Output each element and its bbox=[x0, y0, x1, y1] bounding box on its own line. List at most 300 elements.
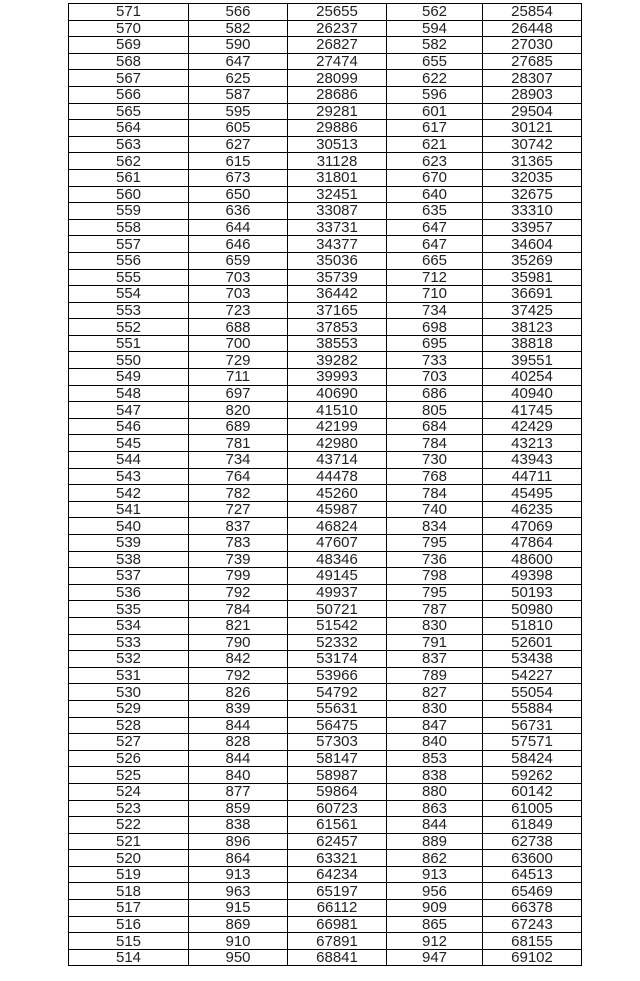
score-cell: 519 bbox=[69, 866, 189, 883]
score-cell: 540 bbox=[69, 518, 189, 535]
cumulative-b-cell: 44711 bbox=[483, 468, 582, 485]
count-b-cell: 834 bbox=[387, 518, 483, 535]
count-b-cell: 670 bbox=[387, 169, 483, 186]
count-b-cell: 889 bbox=[387, 833, 483, 850]
table-row bbox=[69, 817, 582, 834]
count-a-cell: 869 bbox=[189, 916, 288, 933]
score-cell: 536 bbox=[69, 584, 189, 601]
cumulative-a-cell: 35036 bbox=[288, 252, 387, 269]
score-cell: 561 bbox=[69, 169, 189, 186]
score-cell: 559 bbox=[69, 203, 189, 220]
cumulative-b-cell: 60142 bbox=[483, 783, 582, 800]
count-a-cell: 963 bbox=[189, 883, 288, 900]
cumulative-a-cell: 29886 bbox=[288, 120, 387, 137]
score-cell: 557 bbox=[69, 236, 189, 253]
table-row bbox=[69, 418, 582, 435]
count-b-cell: 686 bbox=[387, 385, 483, 402]
count-b-cell: 838 bbox=[387, 767, 483, 784]
count-a-cell: 734 bbox=[189, 452, 288, 469]
score-cell: 538 bbox=[69, 551, 189, 568]
cumulative-b-cell: 56731 bbox=[483, 717, 582, 734]
count-b-cell: 640 bbox=[387, 186, 483, 203]
count-b-cell: 635 bbox=[387, 203, 483, 220]
cumulative-b-cell: 64513 bbox=[483, 866, 582, 883]
cumulative-b-cell: 37425 bbox=[483, 302, 582, 319]
table-row bbox=[69, 169, 582, 186]
count-a-cell: 950 bbox=[189, 949, 288, 966]
table-row bbox=[69, 485, 582, 502]
table-row bbox=[69, 734, 582, 751]
count-a-cell: 837 bbox=[189, 518, 288, 535]
count-b-cell: 594 bbox=[387, 20, 483, 37]
score-cell: 516 bbox=[69, 916, 189, 933]
cumulative-b-cell: 38818 bbox=[483, 335, 582, 352]
cumulative-b-cell: 33957 bbox=[483, 219, 582, 236]
table-row bbox=[69, 634, 582, 651]
count-a-cell: 783 bbox=[189, 535, 288, 552]
score-cell: 558 bbox=[69, 219, 189, 236]
cumulative-b-cell: 30742 bbox=[483, 136, 582, 153]
cumulative-a-cell: 46824 bbox=[288, 518, 387, 535]
cumulative-b-cell: 59262 bbox=[483, 767, 582, 784]
cumulative-a-cell: 57303 bbox=[288, 734, 387, 751]
table-row bbox=[69, 319, 582, 336]
cumulative-b-cell: 29504 bbox=[483, 103, 582, 120]
count-b-cell: 862 bbox=[387, 850, 483, 867]
cumulative-b-cell: 52601 bbox=[483, 634, 582, 651]
cumulative-a-cell: 42980 bbox=[288, 435, 387, 452]
cumulative-a-cell: 48346 bbox=[288, 551, 387, 568]
score-table-body bbox=[69, 4, 582, 966]
count-a-cell: 650 bbox=[189, 186, 288, 203]
count-a-cell: 646 bbox=[189, 236, 288, 253]
count-a-cell: 842 bbox=[189, 651, 288, 668]
score-cell: 543 bbox=[69, 468, 189, 485]
table-row bbox=[69, 667, 582, 684]
cumulative-a-cell: 26237 bbox=[288, 20, 387, 37]
count-b-cell: 805 bbox=[387, 402, 483, 419]
score-cell: 524 bbox=[69, 783, 189, 800]
count-a-cell: 826 bbox=[189, 684, 288, 701]
cumulative-a-cell: 28686 bbox=[288, 86, 387, 103]
count-a-cell: 864 bbox=[189, 850, 288, 867]
score-cell: 539 bbox=[69, 535, 189, 552]
cumulative-a-cell: 58147 bbox=[288, 750, 387, 767]
score-cell: 568 bbox=[69, 53, 189, 70]
cumulative-a-cell: 49937 bbox=[288, 584, 387, 601]
score-cell: 566 bbox=[69, 86, 189, 103]
cumulative-a-cell: 37853 bbox=[288, 319, 387, 336]
cumulative-a-cell: 39282 bbox=[288, 352, 387, 369]
count-a-cell: 839 bbox=[189, 700, 288, 717]
count-a-cell: 590 bbox=[189, 37, 288, 54]
cumulative-b-cell: 65469 bbox=[483, 883, 582, 900]
cumulative-a-cell: 33087 bbox=[288, 203, 387, 220]
table-row bbox=[69, 700, 582, 717]
cumulative-b-cell: 27685 bbox=[483, 53, 582, 70]
count-a-cell: 781 bbox=[189, 435, 288, 452]
cumulative-b-cell: 47069 bbox=[483, 518, 582, 535]
cumulative-a-cell: 53174 bbox=[288, 651, 387, 668]
cumulative-b-cell: 33310 bbox=[483, 203, 582, 220]
count-b-cell: 784 bbox=[387, 485, 483, 502]
cumulative-a-cell: 44478 bbox=[288, 468, 387, 485]
count-a-cell: 792 bbox=[189, 667, 288, 684]
table-row bbox=[69, 684, 582, 701]
score-cell: 517 bbox=[69, 900, 189, 917]
count-b-cell: 947 bbox=[387, 949, 483, 966]
cumulative-b-cell: 47864 bbox=[483, 535, 582, 552]
table-row bbox=[69, 120, 582, 137]
count-a-cell: 764 bbox=[189, 468, 288, 485]
score-cell: 532 bbox=[69, 651, 189, 668]
cumulative-b-cell: 45495 bbox=[483, 485, 582, 502]
cumulative-a-cell: 45987 bbox=[288, 501, 387, 518]
cumulative-a-cell: 62457 bbox=[288, 833, 387, 850]
score-cell: 522 bbox=[69, 817, 189, 834]
table-row bbox=[69, 651, 582, 668]
count-b-cell: 617 bbox=[387, 120, 483, 137]
count-a-cell: 838 bbox=[189, 817, 288, 834]
count-b-cell: 798 bbox=[387, 568, 483, 585]
count-b-cell: 710 bbox=[387, 286, 483, 303]
cumulative-b-cell: 49398 bbox=[483, 568, 582, 585]
score-cell: 563 bbox=[69, 136, 189, 153]
count-a-cell: 697 bbox=[189, 385, 288, 402]
count-b-cell: 622 bbox=[387, 70, 483, 87]
count-a-cell: 703 bbox=[189, 286, 288, 303]
cumulative-b-cell: 48600 bbox=[483, 551, 582, 568]
table-row bbox=[69, 20, 582, 37]
cumulative-a-cell: 30513 bbox=[288, 136, 387, 153]
count-a-cell: 790 bbox=[189, 634, 288, 651]
cumulative-a-cell: 52332 bbox=[288, 634, 387, 651]
count-a-cell: 689 bbox=[189, 418, 288, 435]
cumulative-a-cell: 37165 bbox=[288, 302, 387, 319]
count-a-cell: 688 bbox=[189, 319, 288, 336]
count-a-cell: 859 bbox=[189, 800, 288, 817]
count-a-cell: 587 bbox=[189, 86, 288, 103]
count-a-cell: 915 bbox=[189, 900, 288, 917]
table-row bbox=[69, 850, 582, 867]
score-cell: 515 bbox=[69, 933, 189, 950]
score-cell: 554 bbox=[69, 286, 189, 303]
score-cell: 565 bbox=[69, 103, 189, 120]
count-a-cell: 792 bbox=[189, 584, 288, 601]
cumulative-b-cell: 35269 bbox=[483, 252, 582, 269]
table-row bbox=[69, 933, 582, 950]
score-cell: 527 bbox=[69, 734, 189, 751]
count-b-cell: 647 bbox=[387, 219, 483, 236]
score-cell: 548 bbox=[69, 385, 189, 402]
count-a-cell: 615 bbox=[189, 153, 288, 170]
table-row bbox=[69, 800, 582, 817]
cumulative-b-cell: 40254 bbox=[483, 369, 582, 386]
cumulative-a-cell: 65197 bbox=[288, 883, 387, 900]
cumulative-a-cell: 39993 bbox=[288, 369, 387, 386]
count-a-cell: 644 bbox=[189, 219, 288, 236]
score-cell: 569 bbox=[69, 37, 189, 54]
count-b-cell: 784 bbox=[387, 435, 483, 452]
table-row bbox=[69, 186, 582, 203]
score-cell: 541 bbox=[69, 501, 189, 518]
cumulative-a-cell: 26827 bbox=[288, 37, 387, 54]
cumulative-a-cell: 64234 bbox=[288, 866, 387, 883]
score-cell: 552 bbox=[69, 319, 189, 336]
count-a-cell: 844 bbox=[189, 750, 288, 767]
cumulative-b-cell: 50193 bbox=[483, 584, 582, 601]
count-b-cell: 601 bbox=[387, 103, 483, 120]
table-row bbox=[69, 750, 582, 767]
cumulative-a-cell: 28099 bbox=[288, 70, 387, 87]
table-row bbox=[69, 219, 582, 236]
count-b-cell: 844 bbox=[387, 817, 483, 834]
count-a-cell: 828 bbox=[189, 734, 288, 751]
cumulative-a-cell: 53966 bbox=[288, 667, 387, 684]
table-row bbox=[69, 37, 582, 54]
cumulative-b-cell: 50980 bbox=[483, 601, 582, 618]
cumulative-a-cell: 43714 bbox=[288, 452, 387, 469]
table-row bbox=[69, 617, 582, 634]
count-b-cell: 562 bbox=[387, 4, 483, 21]
cumulative-a-cell: 27474 bbox=[288, 53, 387, 70]
count-b-cell: 863 bbox=[387, 800, 483, 817]
table-row bbox=[69, 385, 582, 402]
score-cell: 546 bbox=[69, 418, 189, 435]
score-cell: 533 bbox=[69, 634, 189, 651]
cumulative-b-cell: 40940 bbox=[483, 385, 582, 402]
cumulative-b-cell: 34604 bbox=[483, 236, 582, 253]
cumulative-a-cell: 32451 bbox=[288, 186, 387, 203]
cumulative-a-cell: 68841 bbox=[288, 949, 387, 966]
table-row bbox=[69, 352, 582, 369]
score-cell: 537 bbox=[69, 568, 189, 585]
score-cell: 560 bbox=[69, 186, 189, 203]
cumulative-b-cell: 42429 bbox=[483, 418, 582, 435]
score-cell: 528 bbox=[69, 717, 189, 734]
count-b-cell: 647 bbox=[387, 236, 483, 253]
score-cell: 535 bbox=[69, 601, 189, 618]
count-b-cell: 830 bbox=[387, 617, 483, 634]
count-b-cell: 621 bbox=[387, 136, 483, 153]
cumulative-a-cell: 38553 bbox=[288, 335, 387, 352]
table-row bbox=[69, 584, 582, 601]
table-row bbox=[69, 236, 582, 253]
count-b-cell: 787 bbox=[387, 601, 483, 618]
cumulative-b-cell: 41745 bbox=[483, 402, 582, 419]
cumulative-b-cell: 39551 bbox=[483, 352, 582, 369]
table-row bbox=[69, 435, 582, 452]
cumulative-a-cell: 40690 bbox=[288, 385, 387, 402]
score-cell: 549 bbox=[69, 369, 189, 386]
count-b-cell: 695 bbox=[387, 335, 483, 352]
table-row bbox=[69, 369, 582, 386]
cumulative-b-cell: 38123 bbox=[483, 319, 582, 336]
table-row bbox=[69, 883, 582, 900]
score-cell: 531 bbox=[69, 667, 189, 684]
table-row bbox=[69, 717, 582, 734]
cumulative-b-cell: 61849 bbox=[483, 817, 582, 834]
count-b-cell: 684 bbox=[387, 418, 483, 435]
count-a-cell: 821 bbox=[189, 617, 288, 634]
cumulative-a-cell: 67891 bbox=[288, 933, 387, 950]
count-a-cell: 913 bbox=[189, 866, 288, 883]
table-row bbox=[69, 468, 582, 485]
cumulative-a-cell: 25655 bbox=[288, 4, 387, 21]
cumulative-b-cell: 27030 bbox=[483, 37, 582, 54]
count-b-cell: 913 bbox=[387, 866, 483, 883]
count-a-cell: 673 bbox=[189, 169, 288, 186]
cumulative-b-cell: 35981 bbox=[483, 269, 582, 286]
count-b-cell: 736 bbox=[387, 551, 483, 568]
cumulative-a-cell: 59864 bbox=[288, 783, 387, 800]
count-a-cell: 910 bbox=[189, 933, 288, 950]
count-b-cell: 853 bbox=[387, 750, 483, 767]
count-b-cell: 734 bbox=[387, 302, 483, 319]
cumulative-b-cell: 43943 bbox=[483, 452, 582, 469]
table-row bbox=[69, 53, 582, 70]
cumulative-a-cell: 42199 bbox=[288, 418, 387, 435]
count-b-cell: 703 bbox=[387, 369, 483, 386]
score-cell: 555 bbox=[69, 269, 189, 286]
cumulative-b-cell: 55884 bbox=[483, 700, 582, 717]
score-cell: 551 bbox=[69, 335, 189, 352]
score-cell: 550 bbox=[69, 352, 189, 369]
count-b-cell: 956 bbox=[387, 883, 483, 900]
score-cell: 570 bbox=[69, 20, 189, 37]
cumulative-a-cell: 61561 bbox=[288, 817, 387, 834]
table-row bbox=[69, 452, 582, 469]
cumulative-a-cell: 60723 bbox=[288, 800, 387, 817]
table-row bbox=[69, 4, 582, 21]
table-row bbox=[69, 203, 582, 220]
score-cell: 556 bbox=[69, 252, 189, 269]
count-a-cell: 784 bbox=[189, 601, 288, 618]
count-a-cell: 820 bbox=[189, 402, 288, 419]
table-row bbox=[69, 783, 582, 800]
score-table bbox=[68, 3, 582, 966]
count-b-cell: 865 bbox=[387, 916, 483, 933]
cumulative-a-cell: 35739 bbox=[288, 269, 387, 286]
count-b-cell: 712 bbox=[387, 269, 483, 286]
table-row bbox=[69, 916, 582, 933]
table-row bbox=[69, 900, 582, 917]
score-cell: 534 bbox=[69, 617, 189, 634]
table-row bbox=[69, 70, 582, 87]
count-a-cell: 700 bbox=[189, 335, 288, 352]
cumulative-a-cell: 29281 bbox=[288, 103, 387, 120]
table-row bbox=[69, 601, 582, 618]
cumulative-a-cell: 56475 bbox=[288, 717, 387, 734]
count-b-cell: 791 bbox=[387, 634, 483, 651]
cumulative-a-cell: 54792 bbox=[288, 684, 387, 701]
count-b-cell: 582 bbox=[387, 37, 483, 54]
cumulative-b-cell: 67243 bbox=[483, 916, 582, 933]
count-b-cell: 655 bbox=[387, 53, 483, 70]
count-b-cell: 733 bbox=[387, 352, 483, 369]
table-row bbox=[69, 551, 582, 568]
cumulative-b-cell: 69102 bbox=[483, 949, 582, 966]
cumulative-a-cell: 31801 bbox=[288, 169, 387, 186]
table-row bbox=[69, 568, 582, 585]
cumulative-a-cell: 47607 bbox=[288, 535, 387, 552]
cumulative-a-cell: 50721 bbox=[288, 601, 387, 618]
count-b-cell: 789 bbox=[387, 667, 483, 684]
cumulative-a-cell: 41510 bbox=[288, 402, 387, 419]
score-cell: 542 bbox=[69, 485, 189, 502]
count-a-cell: 659 bbox=[189, 252, 288, 269]
score-cell: 571 bbox=[69, 4, 189, 21]
count-a-cell: 729 bbox=[189, 352, 288, 369]
cumulative-a-cell: 34377 bbox=[288, 236, 387, 253]
table-row bbox=[69, 269, 582, 286]
score-cell: 547 bbox=[69, 402, 189, 419]
count-a-cell: 727 bbox=[189, 501, 288, 518]
cumulative-b-cell: 28307 bbox=[483, 70, 582, 87]
table-row bbox=[69, 136, 582, 153]
cumulative-b-cell: 66378 bbox=[483, 900, 582, 917]
cumulative-b-cell: 57571 bbox=[483, 734, 582, 751]
score-cell: 521 bbox=[69, 833, 189, 850]
count-b-cell: 909 bbox=[387, 900, 483, 917]
cumulative-b-cell: 63600 bbox=[483, 850, 582, 867]
cumulative-a-cell: 33731 bbox=[288, 219, 387, 236]
cumulative-b-cell: 53438 bbox=[483, 651, 582, 668]
cumulative-a-cell: 58987 bbox=[288, 767, 387, 784]
score-cell: 544 bbox=[69, 452, 189, 469]
count-b-cell: 665 bbox=[387, 252, 483, 269]
count-b-cell: 740 bbox=[387, 501, 483, 518]
cumulative-b-cell: 61005 bbox=[483, 800, 582, 817]
table-row bbox=[69, 103, 582, 120]
cumulative-a-cell: 36442 bbox=[288, 286, 387, 303]
score-cell: 518 bbox=[69, 883, 189, 900]
count-a-cell: 636 bbox=[189, 203, 288, 220]
table-row bbox=[69, 866, 582, 883]
table-row bbox=[69, 833, 582, 850]
count-b-cell: 880 bbox=[387, 783, 483, 800]
count-b-cell: 837 bbox=[387, 651, 483, 668]
cumulative-a-cell: 66112 bbox=[288, 900, 387, 917]
count-a-cell: 625 bbox=[189, 70, 288, 87]
count-b-cell: 830 bbox=[387, 700, 483, 717]
count-b-cell: 795 bbox=[387, 584, 483, 601]
count-a-cell: 711 bbox=[189, 369, 288, 386]
count-a-cell: 840 bbox=[189, 767, 288, 784]
table-row bbox=[69, 335, 582, 352]
cumulative-b-cell: 32675 bbox=[483, 186, 582, 203]
count-b-cell: 698 bbox=[387, 319, 483, 336]
count-a-cell: 877 bbox=[189, 783, 288, 800]
count-a-cell: 896 bbox=[189, 833, 288, 850]
score-cell: 529 bbox=[69, 700, 189, 717]
count-b-cell: 912 bbox=[387, 933, 483, 950]
cumulative-a-cell: 63321 bbox=[288, 850, 387, 867]
cumulative-b-cell: 46235 bbox=[483, 501, 582, 518]
table-row bbox=[69, 153, 582, 170]
count-a-cell: 739 bbox=[189, 551, 288, 568]
count-a-cell: 782 bbox=[189, 485, 288, 502]
cumulative-a-cell: 55631 bbox=[288, 700, 387, 717]
score-cell: 564 bbox=[69, 120, 189, 137]
table-row bbox=[69, 518, 582, 535]
cumulative-b-cell: 28903 bbox=[483, 86, 582, 103]
table-row bbox=[69, 252, 582, 269]
table-row bbox=[69, 949, 582, 966]
table-row bbox=[69, 286, 582, 303]
table-row bbox=[69, 501, 582, 518]
count-a-cell: 595 bbox=[189, 103, 288, 120]
